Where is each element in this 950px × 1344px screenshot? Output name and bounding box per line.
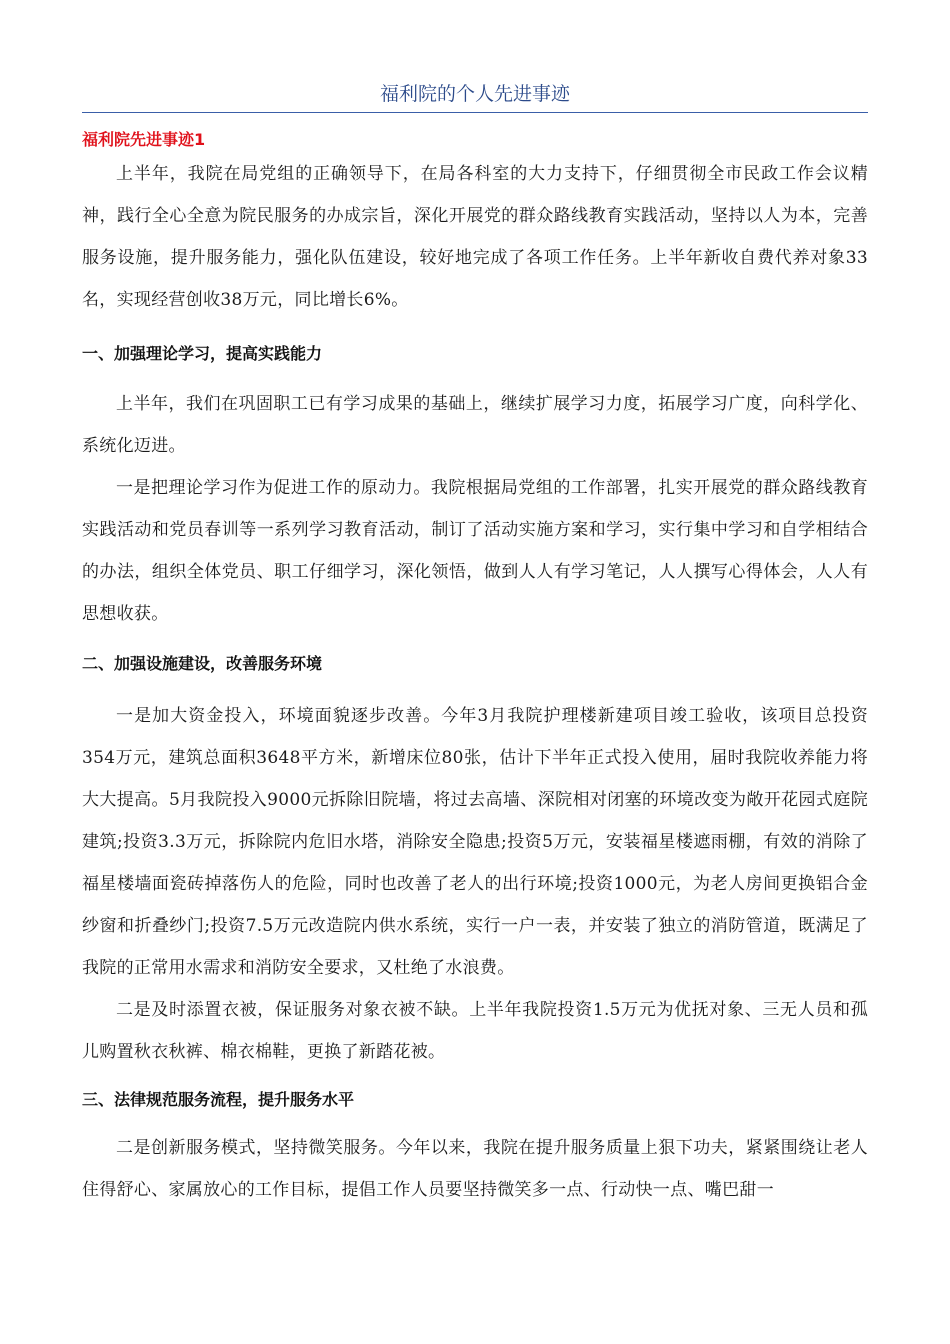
document-header-title: 福利院的个人先进事迹	[379, 83, 570, 105]
intro-paragraph: 上半年，我院在局党组的正确领导下，在局各科室的大力支持下，仔细贯彻全市民政工作会议精神，践行全心全意为院民服务的办成宗旨，深化开展党的群众路线教育实践活动，坚持以人为本，完善服务设施，提升服务能力，强化队伍建设，较好地完成了各项工作任务。上半年新收自费代养对象33名，实现经营创收38万元，同比增长6%。	[82, 164, 868, 310]
heading-theory-study: 一、加强理论学习，提高实践能力	[82, 344, 323, 363]
document-page	[82, 0, 868, 1211]
paragraph-study-intro: 上半年，我们在巩固职工已有学习成果的基础上，继续扩展学习力度，拓展学习广度，向科学化、系统化迈进。	[82, 394, 868, 456]
paragraph-facilities-investment: 一是加大资金投入，环境面貌逐步改善。今年3月我院护理楼新建项目竣工验收，该项目总投资354万元，建筑总面积3648平方米，新增床位80张，估计下半年正式投入使用，届时我院收养能力将大大提高。5月我院投入9000元拆除旧院墙，将过去高墙、深院相对闭塞的环境改变为敞开花园式庭院建筑;投资3.3万元，拆除院内危旧水塔，消除安全隐患;投资5万元，安装福星楼遮雨棚，有效的消除了福星楼墙面瓷砖掉落伤人的危险，同时也改善了老人的出行环境;投资1000元，为老人房间更换铝合金纱窗和折叠纱门;投资7.5万元改造院内供水系统，实行一户一表，并安装了独立的消防管道，既满足了我院的正常用水需求和消防安全要求，又杜绝了水浪费。	[82, 706, 868, 978]
paragraph-service-mode: 二是创新服务模式，坚持微笑服务。今年以来，我院在提升服务质量上狠下功夫，紧紧围绕让老人住得舒心、家属放心的工作目标，提倡工作人员要坚持微笑多一点、行动快一点、嘴巴甜一	[82, 1138, 868, 1200]
paragraph-bedding: 二是及时添置衣被，保证服务对象衣被不缺。上半年我院投资1.5万元为优抚对象、三无人员和孤儿购置秋衣秋裤、棉衣棉鞋，更换了新踏花被。	[82, 1000, 868, 1062]
paragraph-study-detail: 一是把理论学习作为促进工作的原动力。我院根据局党组的工作部署，扎实开展党的群众路线教育实践活动和党员春训等一系列学习教育活动，制订了活动实施方案和学习，实行集中学习和自学相结合的办法，组织全体党员、职工仔细学习，深化领悟，做到人人有学习笔记，人人撰写心得体会，人人有思想收获。	[82, 478, 868, 624]
heading-facilities: 二、加强设施建设，改善服务环境	[82, 654, 323, 673]
section-title: 福利院先进事迹1	[82, 130, 206, 149]
heading-service-process: 三、法律规范服务流程，提升服务水平	[82, 1090, 355, 1109]
header-divider	[82, 112, 868, 113]
